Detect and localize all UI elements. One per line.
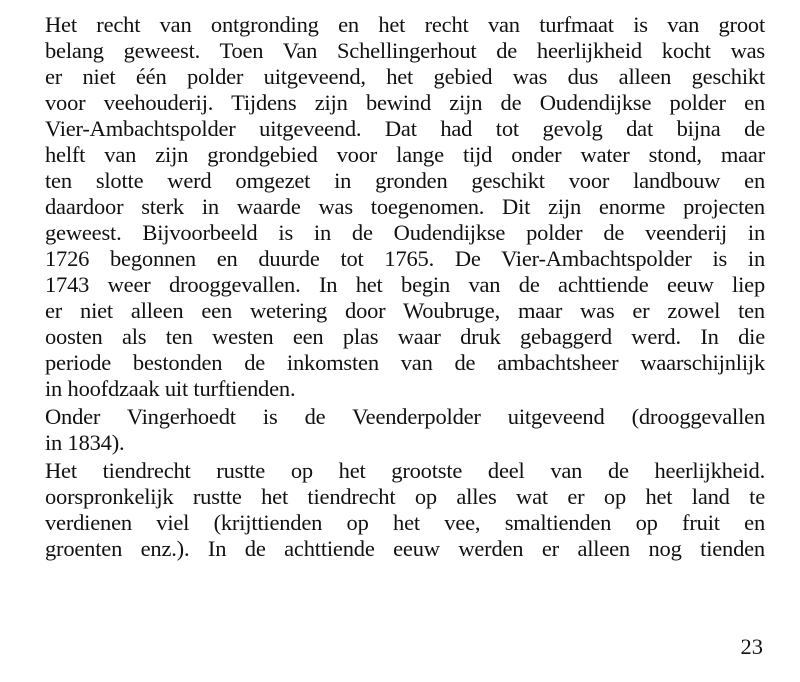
text-line: ten slotte werd omgezet in gronden geschikt voor landbouw en bbox=[45, 168, 765, 193]
text-line: Onder Vingerhoedt is de Veenderpolder uitgeveend (drooggevallen bbox=[45, 404, 765, 429]
text-line: belang geweest. Toen Van Schellingerhout de heerlijkheid kocht was bbox=[45, 38, 765, 63]
text-line: verdienen viel (krijttienden op het vee, smaltienden op fruit en bbox=[45, 510, 765, 535]
text-line: helft van zijn grondgebied voor lange tijd onder water stond, maar bbox=[45, 142, 765, 167]
text-line: periode bestonden de inkomsten van de ambachtsheer waarschijnlijk bbox=[45, 350, 765, 375]
text-line: groenten enz.). In de achttiende eeuw werden er alleen nog tienden bbox=[45, 536, 765, 561]
text-line: voor veehouderij. Tijdens zijn bewind zijn de Oudendijkse polder en bbox=[45, 90, 765, 115]
page-number: 23 bbox=[740, 634, 763, 659]
text-line: Vier-Ambachtspolder uitgeveend. Dat had tot gevolg dat bijna de bbox=[45, 116, 765, 141]
text-line: oorspronkelijk rustte het tiendrecht op alles wat er op het land te bbox=[45, 484, 765, 509]
text-line: oosten als ten westen een plas waar druk gebaggerd werd. In die bbox=[45, 324, 765, 349]
text-line: 1726 begonnen en duurde tot 1765. De Vier-Ambachtspolder is in bbox=[45, 246, 765, 271]
text-line: Het tiendrecht rustte op het grootste deel van de heerlijkheid. bbox=[45, 458, 765, 483]
text-line: in hoofdzaak uit turftienden. bbox=[45, 376, 296, 401]
text-line: 1743 weer drooggevallen. In het begin van de achttiende eeuw liep bbox=[45, 272, 765, 297]
text-line: geweest. Bijvoorbeeld is in de Oudendijkse polder de veenderij in bbox=[45, 220, 765, 245]
text-line: Het recht van ontgronding en het recht van turfmaat is van groot bbox=[45, 12, 765, 37]
text-line: in 1834). bbox=[45, 430, 125, 455]
text-line: er niet alleen een wetering door Woubruge, maar was er zowel ten bbox=[45, 298, 765, 323]
text-line: daardoor sterk in waarde was toegenomen. Dit zijn enorme projecten bbox=[45, 194, 765, 219]
text-line: er niet één polder uitgeveend, het gebied was dus alleen geschikt bbox=[45, 64, 765, 89]
